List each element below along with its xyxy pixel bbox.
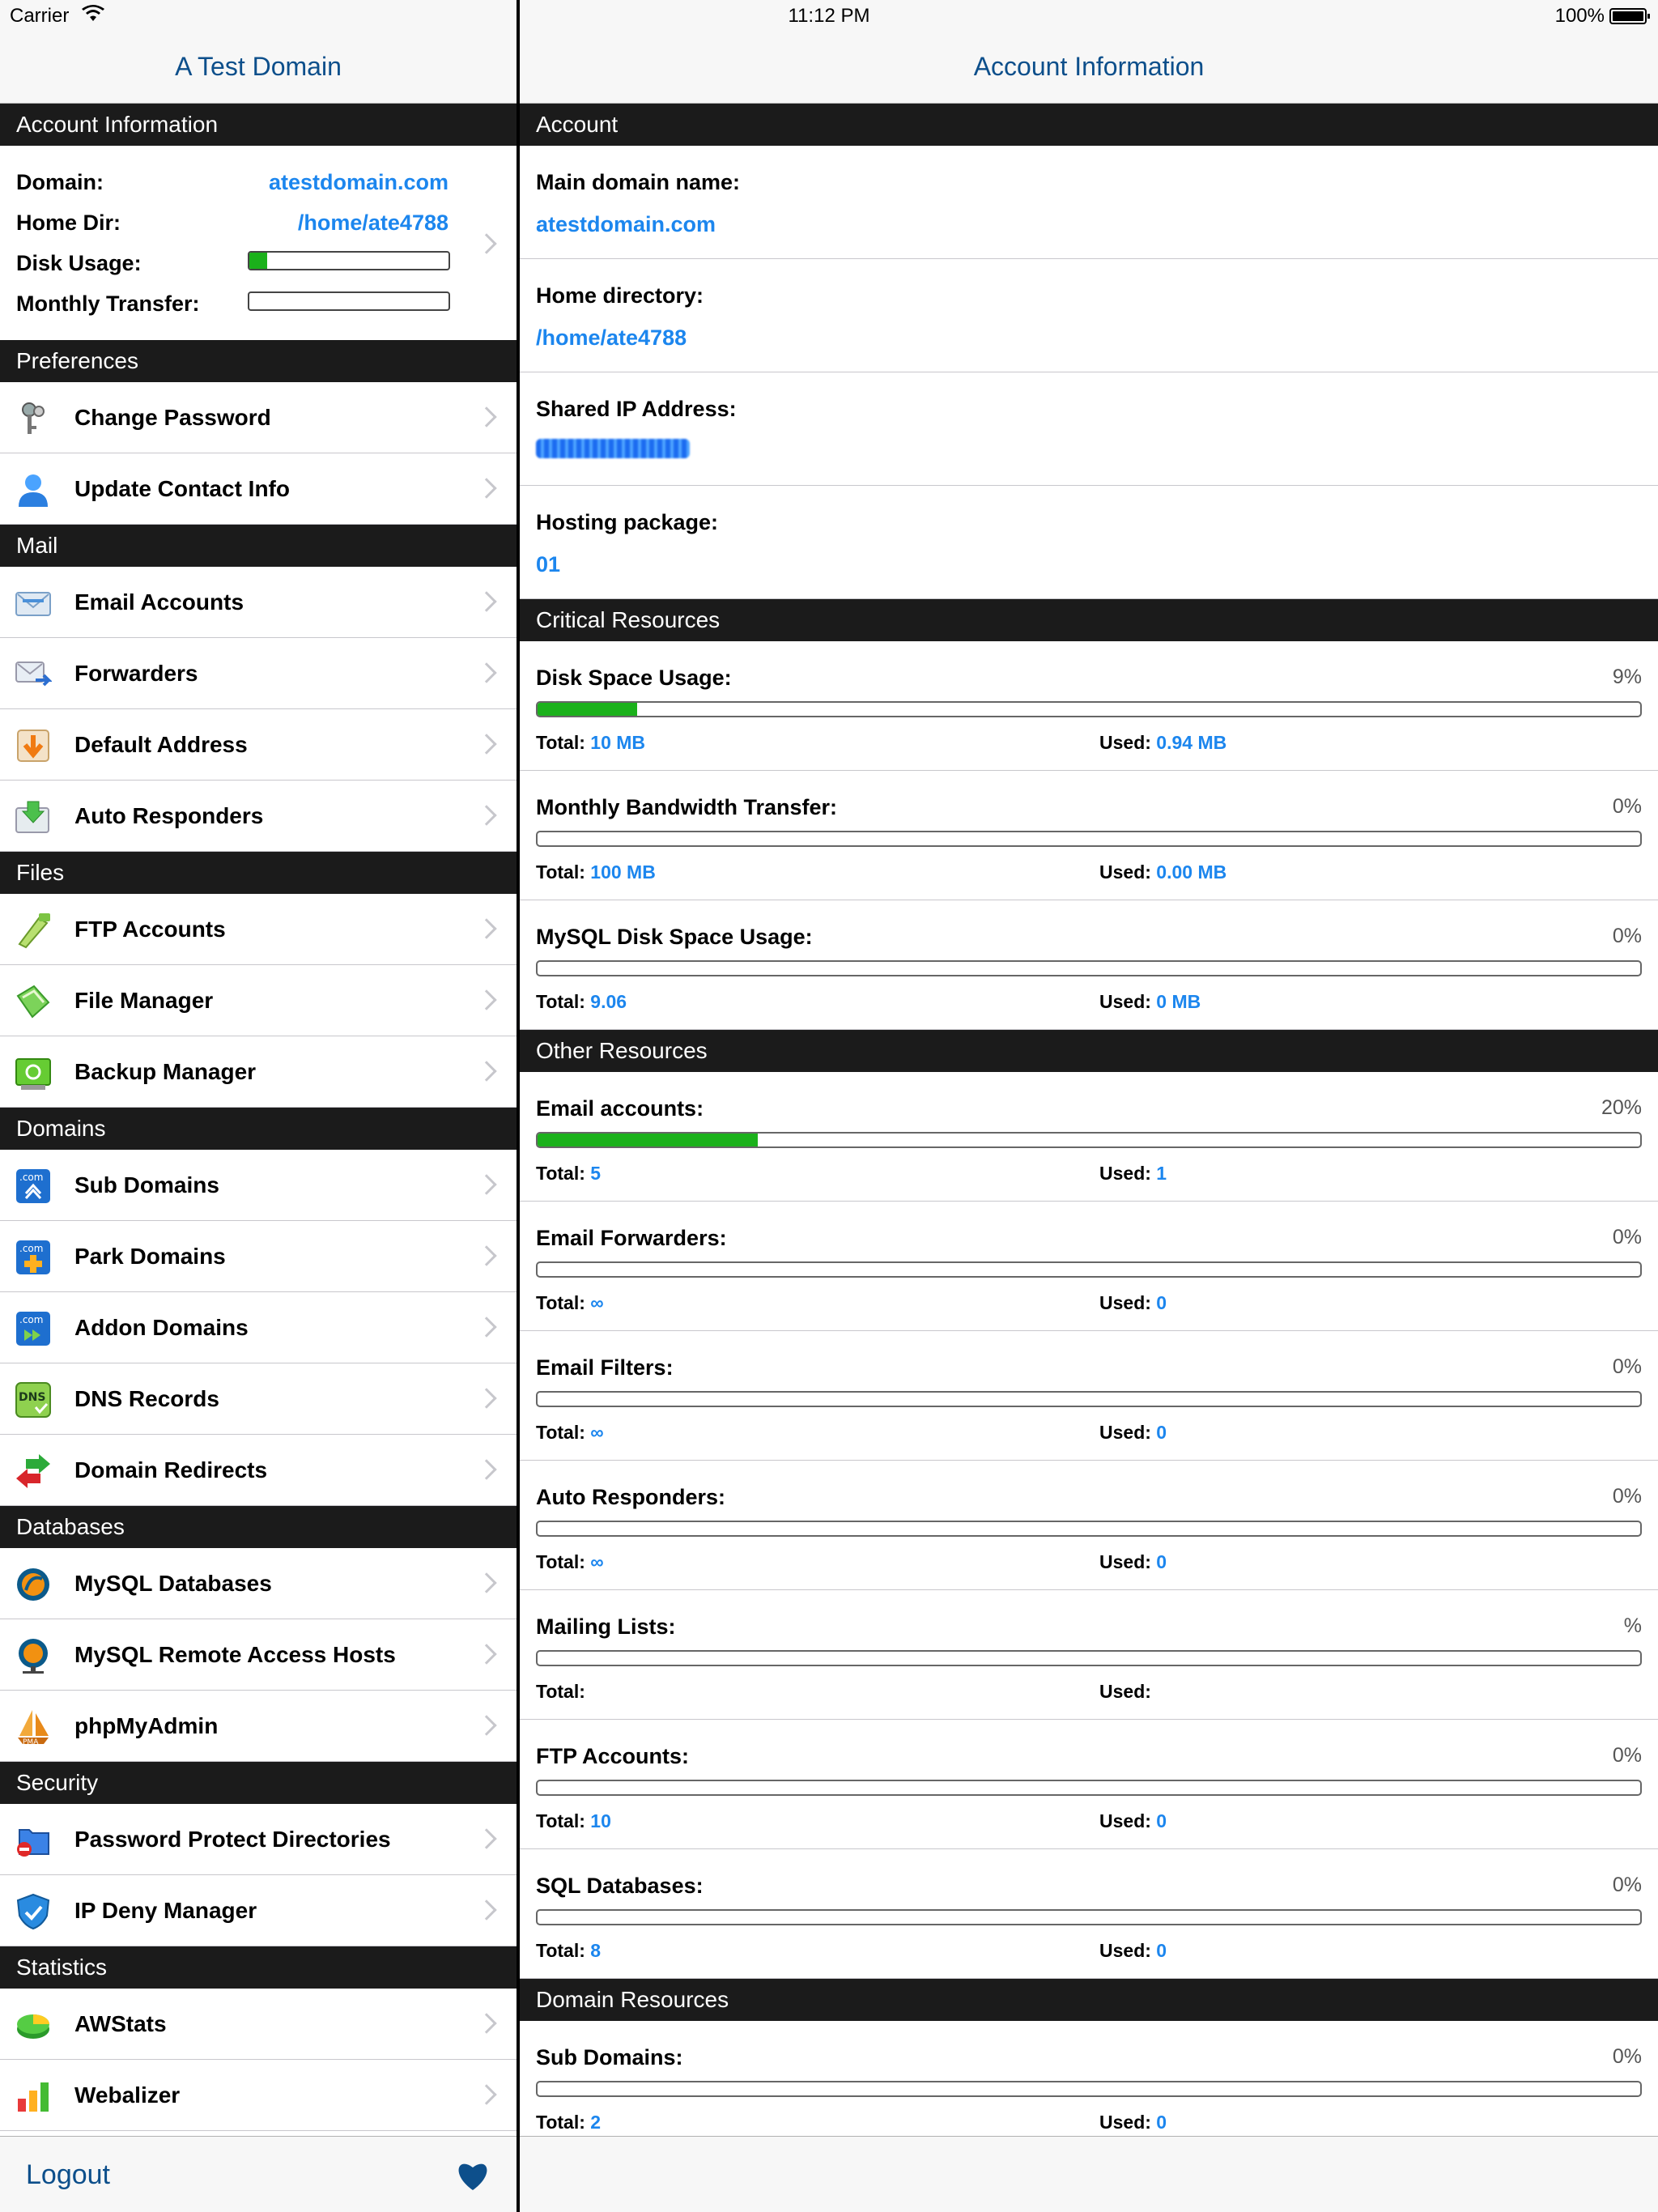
mysql-icon (15, 1566, 52, 1603)
total-label: Total: (536, 1422, 585, 1443)
used-label: Used: (1099, 1292, 1151, 1313)
resource-row (520, 1849, 1658, 1979)
menu-item-label: Email Accounts (74, 589, 244, 615)
default-address-icon (15, 727, 52, 764)
resource-row (520, 1720, 1658, 1849)
resource-used (1099, 1163, 1167, 1185)
file-manager-icon (15, 983, 52, 1020)
monthly-transfer-bar (248, 291, 450, 311)
menu-item-forwarders[interactable] (0, 638, 517, 709)
menu-item-phpmyadmin[interactable] (0, 1691, 517, 1762)
resource-label: Mailing Lists: (536, 1614, 676, 1639)
menu-item-dns-records[interactable] (0, 1363, 517, 1435)
section-header-account-information: Account Information (0, 104, 517, 146)
total-label: Total: (536, 2112, 585, 2133)
total-value: 10 (590, 1810, 611, 1831)
battery-percent: 100% (1554, 5, 1605, 27)
addon-domain-icon (15, 1310, 52, 1347)
chevron-right-icon (476, 1317, 496, 1337)
subdomain-icon (15, 1168, 52, 1205)
section-header-critical-resources: Critical Resources (520, 599, 1658, 641)
used-label: Used: (1099, 1810, 1151, 1831)
menu-item-label: MySQL Databases (74, 1571, 272, 1596)
menu-item-mysql-remote-access-hosts[interactable] (0, 1619, 517, 1691)
svg-text:.com: .com (19, 1314, 44, 1325)
resource-percent: 0% (1612, 925, 1642, 947)
resource-used (1099, 991, 1201, 1013)
clock: 11:12 PM (788, 5, 870, 27)
mysql-remote-icon (15, 1637, 52, 1674)
resource-percent: 0% (1612, 1874, 1642, 1896)
protect-dir-icon (15, 1822, 52, 1859)
chevron-right-icon (476, 734, 496, 754)
menu-item-addon-domains[interactable] (0, 1292, 517, 1363)
webalizer-icon (15, 2078, 52, 2115)
detail-value: /home/ate4788 (536, 325, 687, 350)
resource-progress-bar (536, 831, 1642, 847)
used-label: Used: (1099, 1940, 1151, 1961)
total-label: Total: (536, 861, 585, 883)
used-value: 0 (1156, 2112, 1167, 2133)
menu-item-label: Default Address (74, 732, 248, 757)
used-label: Used: (1099, 991, 1151, 1012)
resource-used (1099, 1292, 1167, 1314)
domain-value: atestdomain.com (268, 170, 449, 194)
resource-total (536, 1292, 604, 1314)
menu-item-label: Sub Domains (74, 1172, 219, 1197)
resource-used (1099, 1681, 1151, 1703)
resource-used (1099, 1810, 1167, 1832)
user-icon (15, 471, 52, 508)
used-label: Used: (1099, 2112, 1151, 2133)
section-header-preferences: Preferences (0, 340, 517, 382)
used-label: Used: (1099, 861, 1151, 883)
menu-item-backup-manager[interactable] (0, 1036, 517, 1108)
detail-pane (520, 0, 1658, 2212)
redacted-value (536, 439, 690, 458)
resource-label: Disk Space Usage: (536, 666, 732, 690)
resource-progress-bar (536, 1132, 1642, 1148)
menu-item-label: Forwarders (74, 661, 198, 686)
resource-progress-fill (538, 703, 637, 716)
used-value: 0 (1156, 1422, 1167, 1443)
detail-value: atestdomain.com (536, 212, 716, 236)
detail-label: Shared IP Address: (536, 397, 737, 421)
menu-item-email-accounts[interactable] (0, 567, 517, 638)
chevron-right-icon (476, 1459, 496, 1479)
used-label: Used: (1099, 1422, 1151, 1443)
heart-icon[interactable] (455, 2159, 491, 2192)
resource-total (536, 1163, 601, 1185)
resource-progress-bar (536, 1391, 1642, 1407)
svg-text:PMA: PMA (23, 1738, 39, 1746)
chevron-right-icon (476, 1061, 496, 1081)
resource-label: Email Filters: (536, 1355, 674, 1380)
forward-mail-icon (15, 656, 52, 693)
menu-item-park-domains[interactable] (0, 1221, 517, 1292)
resource-percent: % (1623, 1614, 1642, 1637)
total-value: ∞ (590, 1551, 604, 1572)
disk-usage-fill (249, 253, 267, 269)
menu-item-domain-redirects[interactable] (0, 1435, 517, 1506)
home-dir-value: /home/ate4788 (297, 211, 449, 235)
chevron-right-icon (476, 1899, 496, 1920)
menu-item-webalizer[interactable] (0, 2060, 517, 2131)
master-title: A Test Domain (175, 52, 342, 81)
detail-row (520, 372, 1658, 486)
resource-total (536, 1810, 611, 1832)
menu-item-label: FTP Accounts (74, 917, 226, 942)
resource-percent: 0% (1612, 1485, 1642, 1508)
used-value: 0.94 MB (1156, 732, 1227, 753)
total-label: Total: (536, 1551, 585, 1572)
resource-progress-fill (538, 1134, 758, 1146)
menu-item-awstats[interactable] (0, 1989, 517, 2060)
envelope-icon (15, 585, 52, 622)
dns-icon (15, 1381, 52, 1419)
total-value: ∞ (590, 1292, 604, 1313)
domain-label: Domain: (16, 170, 104, 194)
carrier-label: Carrier (10, 5, 70, 27)
chevron-right-icon (476, 918, 496, 938)
resource-used (1099, 861, 1226, 883)
resource-progress-bar (536, 701, 1642, 717)
total-label: Total: (536, 1681, 585, 1702)
used-value: 0.00 MB (1156, 861, 1227, 883)
menu-item-label: MySQL Remote Access Hosts (74, 1642, 396, 1667)
svg-text:DNS: DNS (19, 1391, 46, 1404)
used-value: 0 MB (1156, 991, 1201, 1012)
resource-progress-bar (536, 1521, 1642, 1537)
used-label: Used: (1099, 732, 1151, 753)
account-summary[interactable] (0, 146, 517, 340)
detail-row (520, 486, 1658, 599)
detail-row (520, 259, 1658, 372)
chevron-right-icon (476, 989, 496, 1010)
resource-total (536, 1681, 585, 1703)
resource-percent: 9% (1612, 666, 1642, 688)
total-value: 9.06 (590, 991, 627, 1012)
used-value: 0 (1156, 1940, 1167, 1961)
resource-total (536, 861, 656, 883)
resource-label: SQL Databases: (536, 1874, 704, 1898)
chevron-right-icon (476, 1174, 496, 1194)
menu-item-label: Webalizer (74, 2082, 181, 2108)
menu-item-ftp-accounts[interactable] (0, 894, 517, 965)
menu-item-label: Auto Responders (74, 803, 264, 828)
detail-label: Main domain name: (536, 170, 741, 194)
total-label: Total: (536, 1292, 585, 1313)
menu-item-change-password[interactable] (0, 382, 517, 453)
resource-label: FTP Accounts: (536, 1744, 690, 1768)
menu-item-label: Password Protect Directories (74, 1827, 391, 1852)
chevron-right-icon (476, 591, 496, 611)
chevron-right-icon (476, 1572, 496, 1593)
menu-item-label: IP Deny Manager (74, 1898, 257, 1923)
used-label: Used: (1099, 1681, 1151, 1702)
chevron-right-icon (476, 2013, 496, 2033)
used-value: 1 (1156, 1163, 1167, 1184)
resource-label: MySQL Disk Space Usage: (536, 925, 813, 949)
used-value: 0 (1156, 1551, 1167, 1572)
resource-label: Auto Responders: (536, 1485, 726, 1509)
resource-label: Email Forwarders: (536, 1226, 727, 1250)
resource-row (520, 1202, 1658, 1331)
resource-progress-bar (536, 2081, 1642, 2097)
resource-progress-bar (536, 1780, 1642, 1796)
menu-item-sub-domains[interactable] (0, 1150, 517, 1221)
resource-row (520, 641, 1658, 771)
section-header-domain-resources: Domain Resources (520, 1979, 1658, 2021)
home-dir-label: Home Dir: (16, 211, 121, 235)
chevron-right-icon (476, 233, 496, 253)
resource-total (536, 991, 627, 1013)
resource-used (1099, 1422, 1167, 1444)
resource-used (1099, 2112, 1167, 2133)
detail-label: Hosting package: (536, 510, 719, 534)
status-bar (0, 0, 1658, 32)
detail-row (520, 146, 1658, 259)
menu-item-default-address[interactable] (0, 709, 517, 781)
section-header-domains: Domains (0, 1108, 517, 1150)
menu-item-ip-deny-manager[interactable] (0, 1875, 517, 1946)
keys-icon (15, 400, 52, 437)
resource-label: Email accounts: (536, 1096, 704, 1121)
resource-percent: 0% (1612, 2045, 1642, 2068)
chevron-right-icon (476, 1644, 496, 1664)
total-label: Total: (536, 1163, 585, 1184)
total-label: Total: (536, 991, 585, 1012)
resource-progress-bar (536, 1261, 1642, 1278)
total-value: 2 (590, 2112, 602, 2133)
resource-row (520, 900, 1658, 1030)
total-label: Total: (536, 1940, 585, 1961)
chevron-right-icon (476, 805, 496, 825)
phpmyadmin-icon (15, 1708, 52, 1746)
menu-item-label: Domain Redirects (74, 1457, 268, 1482)
section-header-statistics: Statistics (0, 1946, 517, 1989)
backup-icon (15, 1054, 52, 1091)
section-header-account: Account (520, 104, 1658, 146)
section-header-security: Security (0, 1762, 517, 1804)
chevron-right-icon (476, 1828, 496, 1848)
detail-value (536, 439, 690, 464)
menu-item-label: phpMyAdmin (74, 1713, 219, 1738)
park-domain-icon (15, 1239, 52, 1276)
menu-item-mysql-databases[interactable] (0, 1548, 517, 1619)
chevron-right-icon (476, 1245, 496, 1266)
resource-used (1099, 1551, 1167, 1573)
used-label: Used: (1099, 1551, 1151, 1572)
resource-row (520, 1590, 1658, 1720)
menu-item-update-contact-info[interactable] (0, 453, 517, 525)
menu-item-label: Change Password (74, 405, 271, 430)
detail-toolbar (520, 2136, 1658, 2212)
auto-responder-icon (15, 798, 52, 836)
disk-usage-label: Disk Usage: (16, 251, 142, 275)
chevron-right-icon (476, 478, 496, 498)
menu-item-label: Update Contact Info (74, 476, 290, 501)
resource-row (520, 1461, 1658, 1590)
menu-item-label: DNS Records (74, 1386, 219, 1411)
menu-item-label: AWStats (74, 2011, 167, 2036)
battery-icon (1609, 8, 1647, 24)
menu-item-label: File Manager (74, 988, 214, 1013)
total-value: 5 (590, 1163, 602, 1184)
master-toolbar (0, 2136, 517, 2212)
used-value: 0 (1156, 1810, 1167, 1831)
chevron-right-icon (476, 406, 496, 427)
resource-total (536, 1422, 604, 1444)
total-value: 8 (590, 1940, 602, 1961)
resource-percent: 0% (1612, 1226, 1642, 1249)
resource-row (520, 1072, 1658, 1202)
svg-text:.com: .com (19, 1172, 44, 1183)
used-value: 0 (1156, 1292, 1167, 1313)
menu-item-auto-responders[interactable] (0, 781, 517, 852)
shield-icon (15, 1893, 52, 1930)
ftp-icon (15, 912, 52, 949)
resource-used (1099, 732, 1226, 754)
resource-total (536, 2112, 601, 2133)
resource-used (1099, 1940, 1167, 1962)
resource-total (536, 732, 645, 754)
master-pane (0, 0, 517, 2212)
monthly-transfer-label: Monthly Transfer: (16, 291, 200, 316)
logout-button[interactable]: Logout (26, 2159, 110, 2190)
resource-label: Sub Domains: (536, 2045, 683, 2069)
resource-progress-bar (536, 1909, 1642, 1925)
total-value: ∞ (590, 1422, 604, 1443)
resource-percent: 20% (1601, 1096, 1642, 1119)
total-label: Total: (536, 732, 585, 753)
used-label: Used: (1099, 1163, 1151, 1184)
resource-total (536, 1940, 601, 1962)
disk-usage-bar (248, 251, 450, 270)
menu-item-password-protect-directories[interactable] (0, 1804, 517, 1875)
resource-row (520, 771, 1658, 900)
menu-item-label: Backup Manager (74, 1059, 257, 1084)
resource-percent: 0% (1612, 1744, 1642, 1767)
resource-label: Monthly Bandwidth Transfer: (536, 795, 838, 819)
resource-percent: 0% (1612, 795, 1642, 818)
total-value: 10 MB (590, 732, 646, 753)
chevron-right-icon (476, 1388, 496, 1408)
detail-title: Account Information (973, 52, 1205, 81)
section-header-other-resources: Other Resources (520, 1030, 1658, 1072)
resource-progress-bar (536, 960, 1642, 976)
section-header-databases: Databases (0, 1506, 517, 1548)
chevron-right-icon (476, 1715, 496, 1735)
menu-item-label: Addon Domains (74, 1315, 249, 1340)
resource-percent: 0% (1612, 1355, 1642, 1378)
menu-item-label: Park Domains (74, 1244, 226, 1269)
chevron-right-icon (476, 2084, 496, 2104)
chevron-right-icon (476, 662, 496, 683)
menu-item-file-manager[interactable] (0, 965, 517, 1036)
detail-value: 01 (536, 552, 561, 576)
resource-progress-bar (536, 1650, 1642, 1666)
total-value: 100 MB (590, 861, 656, 883)
redirect-icon (15, 1453, 52, 1490)
section-header-mail: Mail (0, 525, 517, 567)
resource-row (520, 2021, 1658, 2150)
detail-label: Home directory: (536, 283, 704, 308)
section-header-files: Files (0, 852, 517, 894)
awstats-icon (15, 2006, 52, 2044)
svg-text:.com: .com (19, 1243, 44, 1254)
resource-row (520, 1331, 1658, 1461)
resource-total (536, 1551, 604, 1573)
total-label: Total: (536, 1810, 585, 1831)
